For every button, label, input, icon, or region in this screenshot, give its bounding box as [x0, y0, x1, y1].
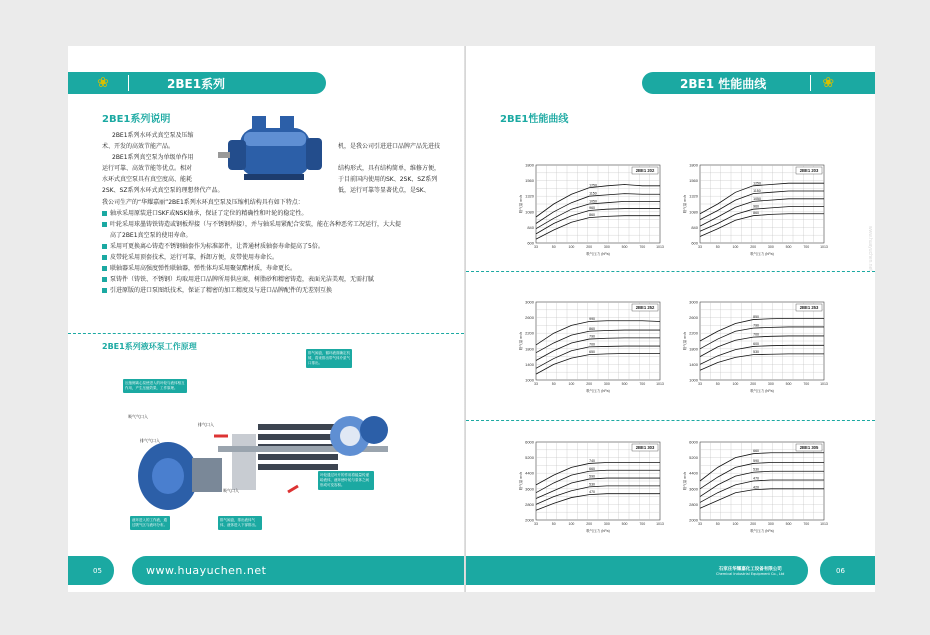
- x-tick-label: 700: [803, 382, 810, 386]
- x-axis-label: 吸气压力 (hPa): [586, 389, 610, 393]
- x-tick-label: 100: [568, 382, 575, 386]
- intro-text-right: [338, 141, 464, 196]
- x-tick-label: 33: [698, 382, 702, 386]
- y-tick-label: 3000: [525, 299, 534, 305]
- right-page-number-tab: [820, 556, 875, 585]
- y-tick-label: 2200: [689, 330, 698, 336]
- x-axis-label: 吸气压力 (hPa): [750, 529, 774, 533]
- series-label: 650: [589, 350, 595, 355]
- x-tick-label: 1013: [820, 382, 828, 386]
- bullet-icon: [102, 277, 107, 282]
- feature-item: [102, 252, 462, 263]
- side-text-label: www.huayuchen.net: [867, 226, 873, 271]
- intro-line: 2BE1系列水环式真空泵及压缩: [112, 132, 194, 139]
- inlet2-label: 吸气口入: [223, 488, 239, 493]
- feature-text: 引进原版的进口泵图纸技术，保证了精密的加工精度及与进口品牌配件的无差别互换: [110, 287, 333, 294]
- feature-text: 轴承采用原装进口SKF或NSK轴承，保证了定位的精确性和叶轮的稳定性。: [110, 210, 308, 217]
- feature-list: [102, 197, 462, 296]
- series-label: 790: [589, 334, 595, 339]
- left-page-number-tab: [68, 556, 114, 585]
- series-label: 470: [589, 490, 595, 495]
- y-axis-label: 吸气量 m³/h: [519, 194, 523, 214]
- x-tick-label: 50: [551, 522, 556, 526]
- x-tick-label: 200: [586, 522, 593, 526]
- x-tick-label: 300: [767, 382, 774, 386]
- x-axis-label: 吸气压力 (hPa): [750, 389, 774, 393]
- y-tick-label: 1800: [689, 162, 698, 168]
- intro-title: 2BE1系列说明: [102, 114, 171, 125]
- curves-title: 2BE1性能曲线: [500, 114, 569, 125]
- series-label: 470: [753, 476, 759, 481]
- x-axis-label: 吸气压力 (hPa): [586, 529, 610, 533]
- y-tick-label: 2000: [689, 517, 698, 523]
- note-box: 液环进入的工作液，通过吸气区与液环分布。: [130, 516, 170, 530]
- right-page-number: 06: [836, 566, 845, 575]
- series-label: 660: [753, 449, 759, 454]
- x-tick-label: 300: [767, 245, 774, 249]
- series-label: 530: [753, 467, 759, 472]
- series-label: 860: [753, 211, 759, 216]
- y-tick-label: 2800: [525, 501, 534, 507]
- feature-item: [102, 274, 462, 285]
- left-page-number: 05: [93, 566, 102, 575]
- performance-chart: [518, 159, 680, 269]
- series-label: 1150: [753, 189, 761, 194]
- x-tick-label: 50: [715, 522, 720, 526]
- performance-chart: [518, 296, 680, 406]
- x-tick-label: 1013: [656, 522, 664, 526]
- y-axis-label: 吸气量 m³/h: [683, 194, 687, 214]
- series-label: 740: [589, 458, 595, 463]
- x-tick-label: 500: [785, 382, 792, 386]
- company-logo-icon: ❀: [97, 75, 109, 91]
- y-tick-label: 600: [691, 240, 698, 246]
- y-tick-label: 1560: [525, 178, 534, 184]
- series-label: 960: [589, 206, 595, 210]
- chart-svg: [682, 436, 832, 534]
- y-tick-label: 4400: [689, 470, 698, 476]
- x-tick-label: 700: [803, 522, 810, 526]
- feature-item: [102, 285, 462, 296]
- series-label: 420: [753, 485, 759, 490]
- x-tick-label: 33: [698, 522, 702, 526]
- series-label: 1250: [753, 181, 761, 186]
- series-label: 850: [753, 315, 759, 320]
- x-tick-label: 300: [603, 245, 610, 249]
- feature-text: 高了2BE1真空泵的使用寿命。: [110, 232, 192, 239]
- intro-line: 术、开发的高效节能产品。: [102, 143, 175, 150]
- inlet-label: 吸气气口入: [128, 414, 148, 419]
- chart-title: 2BE1 303: [635, 445, 655, 451]
- y-tick-label: 1800: [689, 346, 698, 352]
- performance-chart: [682, 296, 844, 406]
- series-label: 1250: [589, 183, 597, 188]
- y-axis-label: 吸气量 m³/h: [519, 331, 523, 351]
- x-tick-label: 700: [803, 245, 810, 249]
- x-tick-label: 200: [750, 382, 757, 386]
- intro-line: 结构形式，具有结构简单，维修方便，: [338, 165, 441, 172]
- left-header-title: 2BE1系列: [167, 76, 226, 91]
- y-tick-label: 840: [527, 224, 534, 230]
- x-axis-label: 吸气压力 (hPa): [586, 252, 610, 256]
- bullet-icon: [102, 255, 107, 260]
- section-divider: [68, 333, 464, 334]
- feature-text: 叶轮采用球墨铸铁铸造或钢板焊接（与不锈钢焊接），并与轴采用紧配合安装，能在各种恶劣工况运行，大大提: [110, 221, 402, 228]
- series-label: 530: [589, 482, 595, 487]
- feature-text: 泵铸件（铸铁、不锈钢）均取用进口品牌所用供应商，树脂砂和精密铸造，表面光洁美观，无需打腻: [110, 276, 375, 283]
- company-name: [716, 566, 784, 576]
- x-tick-label: 100: [568, 245, 575, 249]
- note-box: 压缩侧离心泵使进入的叶轮与液体相互作用，产生压缩效果，工作原理。: [123, 379, 187, 393]
- x-tick-label: 50: [551, 382, 556, 386]
- chart-title: 2BE1 202: [635, 168, 655, 174]
- company-logo-icon: ❀: [822, 75, 835, 91]
- y-tick-label: 1080: [689, 209, 698, 215]
- series-label: 660: [589, 466, 595, 471]
- series-label: 1050: [589, 199, 597, 204]
- bullet-icon: [102, 244, 107, 249]
- bullet-icon: [102, 266, 107, 271]
- principle-title: 2BE1系列液环泵工作原理: [102, 342, 197, 351]
- series-label: 530: [753, 350, 759, 355]
- x-tick-label: 700: [639, 522, 646, 526]
- left-page: [68, 46, 464, 592]
- y-axis-label: 吸气量 m³/h: [683, 471, 687, 491]
- x-tick-label: 33: [534, 522, 538, 526]
- feature-text: 皮带轮采用顶套技术，运行可靠，拆卸方便，皮带使用寿命长。: [110, 254, 279, 261]
- x-tick-label: 1013: [820, 522, 828, 526]
- y-tick-label: 1000: [525, 377, 534, 383]
- company-name-en: Chemical Industrial Equipment Co., Ltd: [716, 571, 785, 576]
- y-tick-label: 3000: [689, 299, 698, 305]
- y-tick-label: 2600: [525, 315, 534, 321]
- x-tick-label: 50: [715, 382, 720, 386]
- x-tick-label: 300: [603, 382, 610, 386]
- note-box: 排气阀盘，循环液面确定机械，将来排出带气体介质气口排出。: [306, 349, 352, 368]
- series-label: 600: [753, 341, 759, 346]
- x-tick-label: 50: [715, 245, 720, 249]
- intro-line: 低，运行可靠等显著优点，是SK、: [338, 187, 430, 194]
- note-box: 排气阀盘，排出液体气体，液体进入下部排出。: [218, 516, 262, 530]
- chart-svg: [518, 296, 668, 394]
- x-tick-label: 100: [732, 522, 739, 526]
- x-tick-label: 1013: [656, 382, 664, 386]
- x-tick-label: 300: [767, 522, 774, 526]
- pump-image: [214, 110, 334, 188]
- x-tick-label: 500: [621, 522, 628, 526]
- y-tick-label: 600: [527, 240, 534, 246]
- y-tick-label: 1080: [525, 209, 534, 215]
- left-footer-bar: [132, 556, 464, 585]
- y-tick-label: 4400: [525, 470, 534, 476]
- y-tick-label: 6000: [689, 439, 698, 445]
- intro-text-bottom: 2SK、SZ系列水环式真空泵的理想替代产品。: [102, 187, 224, 194]
- y-tick-label: 2000: [525, 517, 534, 523]
- x-tick-label: 33: [698, 245, 702, 249]
- chart-title: 2BE1 252: [635, 305, 655, 311]
- x-tick-label: 200: [750, 522, 757, 526]
- x-tick-label: 700: [639, 245, 646, 249]
- y-tick-label: 1400: [525, 361, 534, 367]
- series-label: 990: [589, 317, 595, 321]
- section-divider: [466, 420, 875, 421]
- y-tick-label: 3600: [689, 486, 698, 492]
- bullet-icon: [102, 211, 107, 216]
- right-page: [466, 46, 875, 592]
- feature-item: [102, 241, 462, 252]
- x-tick-label: 100: [732, 245, 739, 249]
- intro-line: 机，是我公司引进进口品牌产品先进技: [338, 143, 441, 150]
- feature-item: [102, 208, 462, 219]
- y-tick-label: 1000: [689, 377, 698, 383]
- performance-chart: [682, 159, 844, 269]
- x-tick-label: 200: [586, 245, 593, 249]
- note-box: 叶轮通过叶片的作用将能量传递给液体，液环使叶轮与泵体之间形成可变容积。: [318, 471, 374, 490]
- x-tick-label: 700: [639, 382, 646, 386]
- series-label: 960: [753, 204, 759, 209]
- y-tick-label: 3600: [525, 486, 534, 492]
- y-tick-label: 6000: [525, 439, 534, 445]
- y-tick-label: 1800: [525, 162, 534, 168]
- y-tick-label: 1560: [689, 178, 698, 184]
- chart-title: 2BE1 253: [799, 305, 819, 311]
- inlet-gas-label: 排气气口入: [140, 438, 160, 443]
- intro-line: 于目前国内使用的SK、2SK、SZ系列: [338, 176, 438, 183]
- series-label: 790: [753, 323, 759, 328]
- y-tick-label: 1800: [525, 346, 534, 352]
- x-tick-label: 500: [785, 522, 792, 526]
- series-label: 1150: [589, 191, 597, 196]
- x-tick-label: 50: [551, 245, 556, 249]
- y-tick-label: 5200: [689, 455, 698, 461]
- y-tick-label: 1320: [525, 193, 534, 199]
- chart-svg: [518, 159, 668, 257]
- left-header: [68, 72, 326, 94]
- y-axis-label: 吸气量 m³/h: [519, 471, 523, 491]
- y-axis-label: 吸气量 m³/h: [683, 331, 687, 351]
- x-tick-label: 300: [603, 522, 610, 526]
- series-label: 590: [589, 474, 595, 479]
- feature-text: 采用可更换离心铸造不锈钢轴套作为标准部件，让普通材质轴套寿命提高了5倍。: [110, 243, 324, 250]
- bullet-icon: [102, 288, 107, 293]
- performance-chart: [518, 436, 680, 546]
- series-label: 590: [753, 458, 759, 463]
- intro-line: 水环式真空泵具有真空度高、能耗: [102, 176, 193, 183]
- section-divider: [466, 271, 875, 272]
- y-tick-label: 2800: [689, 501, 698, 507]
- feature-text: 联轴器采用高强度弹性联轴器，弹性体均采用聚氨酯材质，寿命更长。: [110, 265, 297, 272]
- chart-svg: [682, 296, 832, 394]
- intro-text-left: [102, 130, 214, 185]
- right-header-title: 2BE1 性能曲线: [680, 76, 767, 91]
- x-axis-label: 吸气压力 (hPa): [750, 252, 774, 256]
- feature-intro: 我公司生产的“华耀嘉丽”2BE1系列水环真空泵及压缩机结构具有如下特点：: [102, 199, 304, 206]
- y-tick-label: 840: [691, 224, 698, 230]
- y-tick-label: 2200: [525, 330, 534, 336]
- x-tick-label: 100: [568, 522, 575, 526]
- x-tick-label: 33: [534, 382, 538, 386]
- company-name-cn: 石家庄华耀嘉化工设备有限公司: [718, 566, 782, 572]
- header-divider: [128, 75, 129, 91]
- website-link[interactable]: www.huayuchen.net: [146, 564, 267, 577]
- x-tick-label: 100: [732, 382, 739, 386]
- performance-chart: [682, 436, 844, 546]
- x-tick-label: 1013: [656, 245, 664, 249]
- x-tick-label: 200: [586, 382, 593, 386]
- header-divider: [810, 75, 811, 91]
- y-tick-label: 2600: [689, 315, 698, 321]
- chart-title: 2BE1 203: [799, 168, 819, 174]
- x-tick-label: 1013: [820, 245, 828, 249]
- chart-svg: [518, 436, 668, 534]
- intro-line: 运行可靠、高效节能等优点。相对: [102, 165, 193, 172]
- y-tick-label: 5200: [525, 455, 534, 461]
- series-label: 860: [589, 326, 595, 331]
- x-tick-label: 500: [785, 245, 792, 249]
- x-tick-label: 200: [750, 245, 757, 249]
- side-text: [863, 226, 873, 406]
- y-tick-label: 1400: [689, 361, 698, 367]
- x-tick-label: 33: [534, 245, 538, 249]
- right-header: [642, 72, 875, 94]
- bullet-icon: [102, 222, 107, 227]
- outlet-label: 排气口入: [198, 422, 214, 427]
- intro-line: 2BE1系列真空泵为单级单作用: [112, 154, 194, 161]
- y-tick-label: 1320: [689, 193, 698, 199]
- right-footer-bar: [466, 556, 808, 585]
- x-tick-label: 500: [621, 245, 628, 249]
- x-tick-label: 500: [621, 382, 628, 386]
- exploded-pump-diagram: [128, 376, 388, 526]
- chart-svg: [682, 159, 832, 257]
- series-label: 1050: [753, 196, 761, 201]
- series-label: 700: [589, 342, 595, 347]
- chart-title: 2BE1 305: [799, 445, 819, 451]
- feature-item: [102, 219, 462, 230]
- series-label: 860: [589, 213, 595, 218]
- series-label: 700: [753, 332, 759, 337]
- feature-item: [102, 263, 462, 274]
